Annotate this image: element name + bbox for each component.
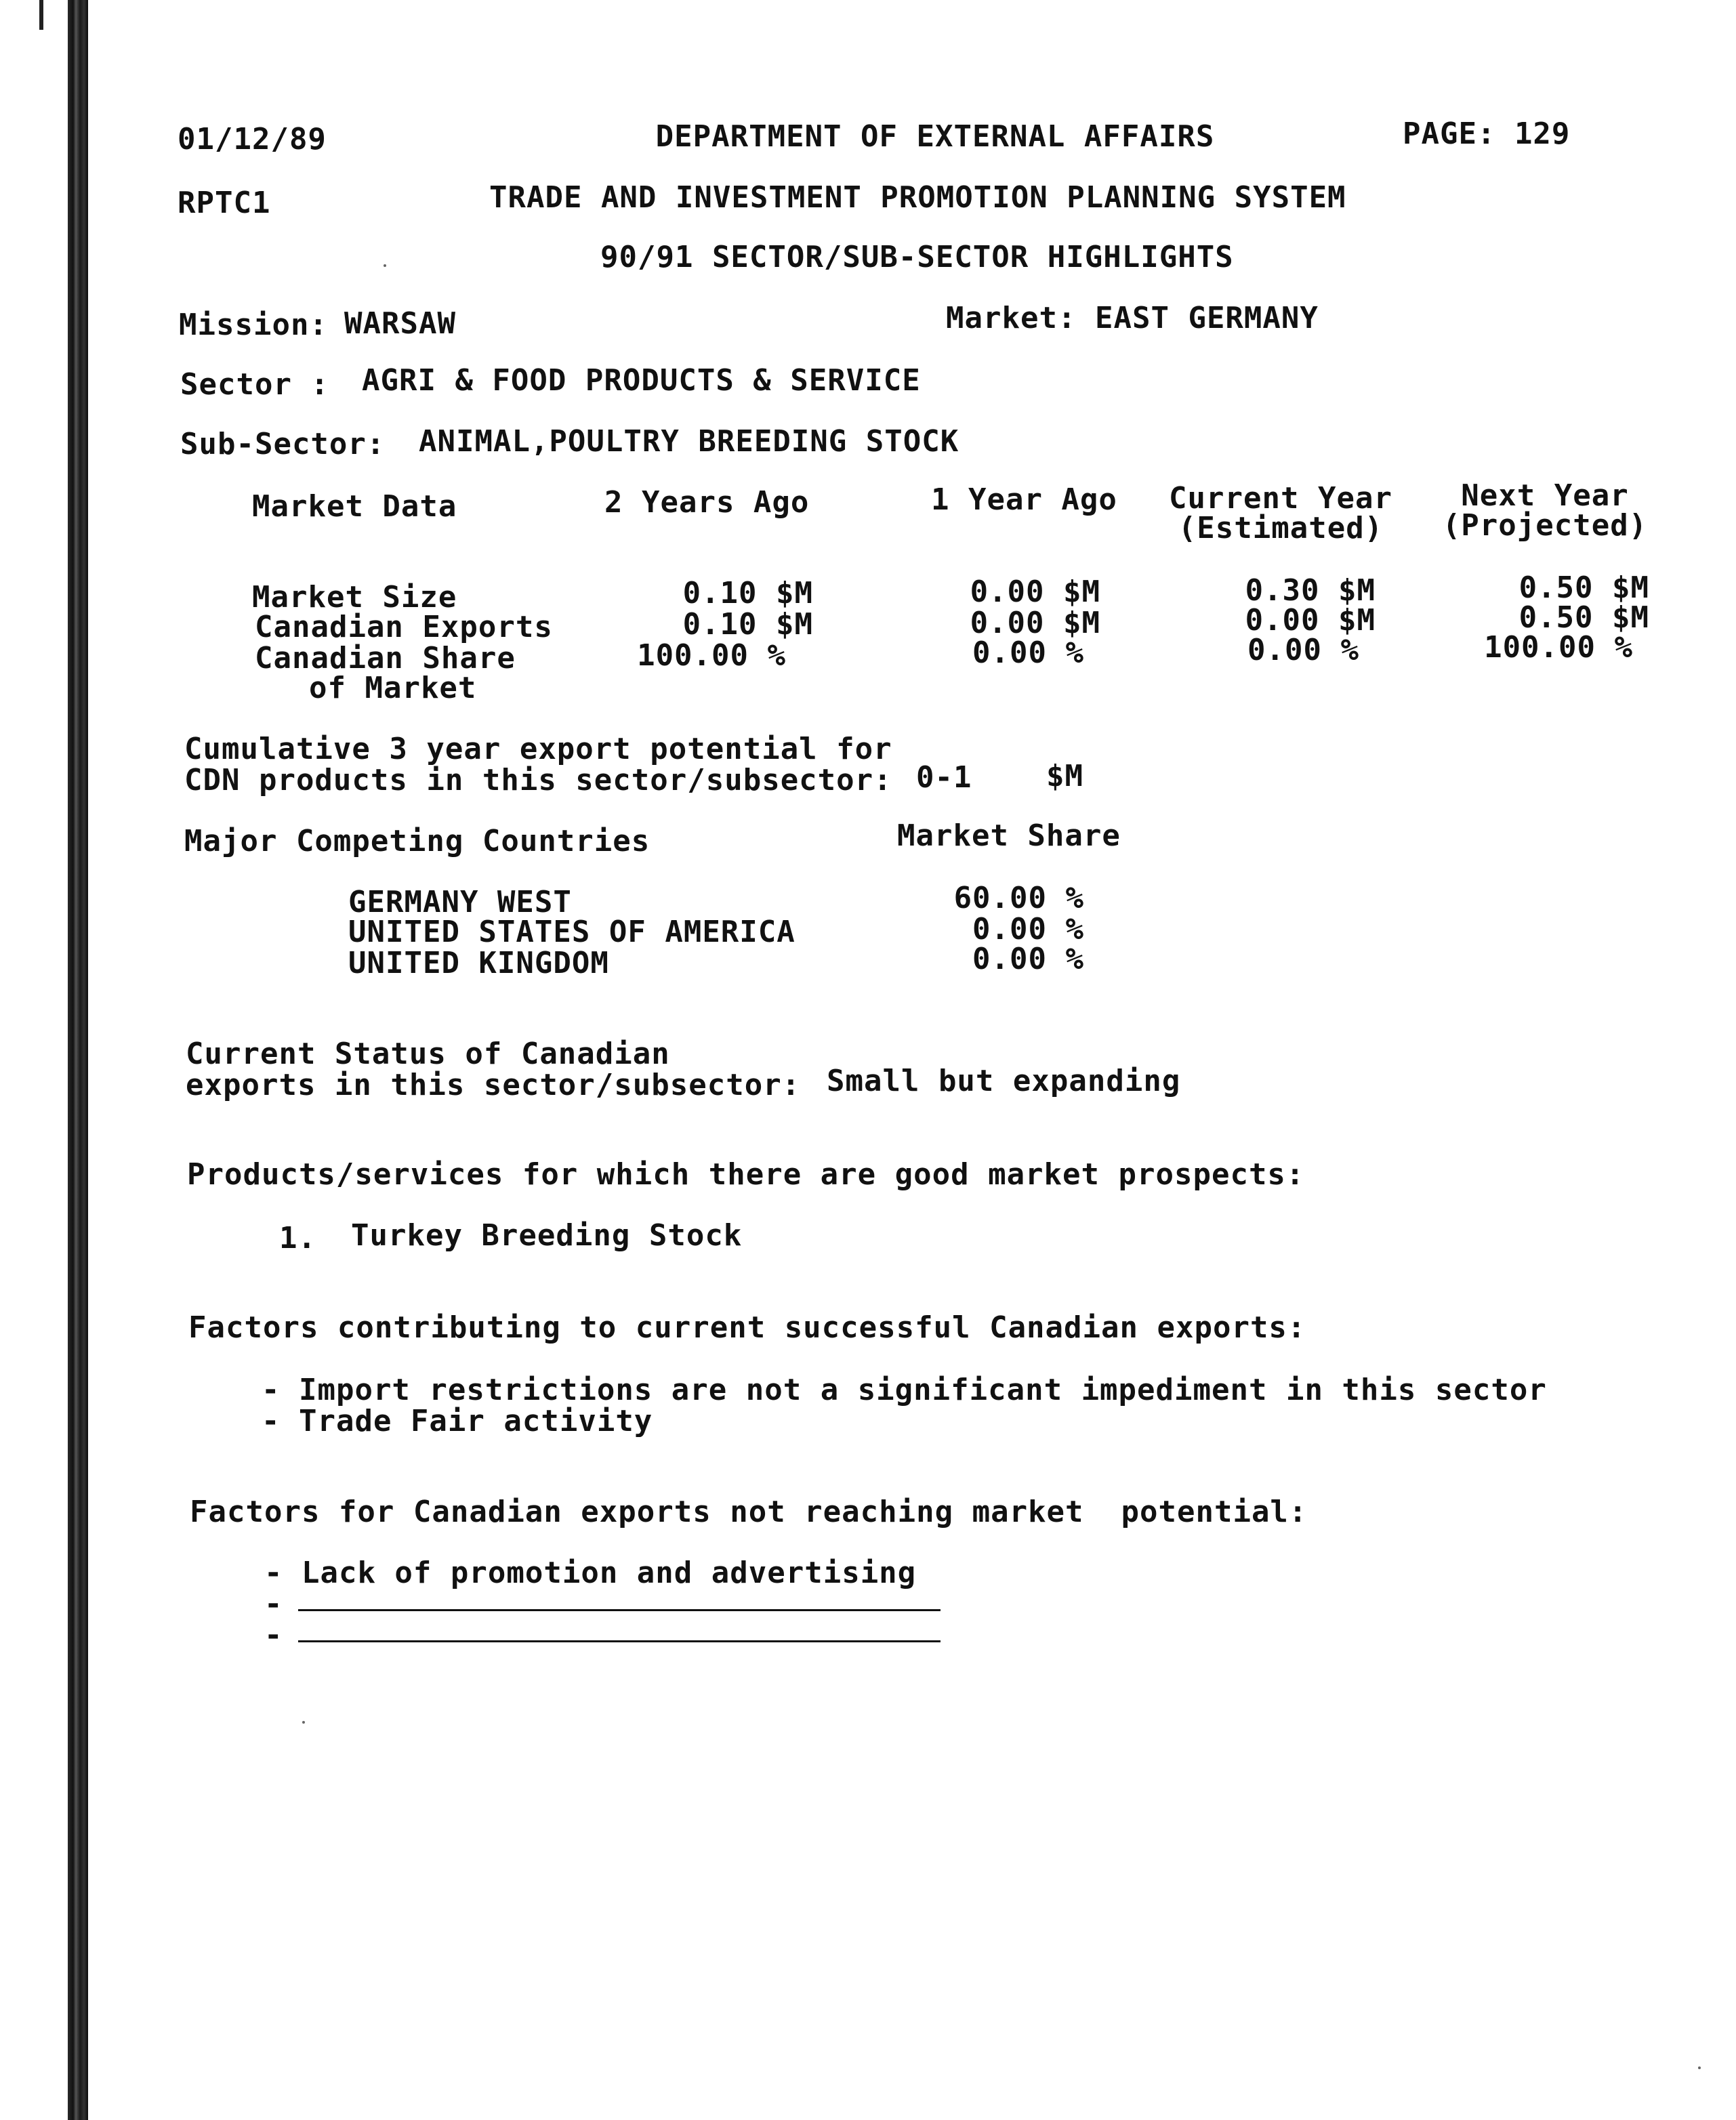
market-label: Market: (946, 301, 1077, 335)
status-value: Small but expanding (827, 1064, 1181, 1098)
blank-factor-dash-1: - (264, 1587, 283, 1621)
page-number: PAGE: 129 (1403, 117, 1571, 151)
subsector-value: ANIMAL,POULTRY BREEDING STOCK (419, 424, 959, 459)
blank-factor-line-1 (298, 1609, 941, 1611)
cell-market-size-2y: 0.10 $M (682, 576, 813, 610)
cell-exports-1y: 0.00 $M (970, 606, 1100, 640)
competitor-country-1: GERMANY WEST (348, 885, 572, 919)
report-date: 01/12/89 (178, 122, 327, 157)
blank-factor-line-2 (298, 1640, 941, 1642)
export-potential-value: 0-1 (916, 760, 972, 795)
cell-share-cy: 0.00 % (1247, 633, 1359, 667)
system-title: TRADE AND INVESTMENT PROMOTION PLANNING SYSTEM (489, 180, 1346, 215)
cell-exports-cy: 0.00 $M (1245, 603, 1376, 638)
cell-share-2y: 100.00 % (637, 638, 786, 673)
col-1-year-ago-header: 1 Year Ago (931, 482, 1117, 517)
binding-mark (39, 0, 43, 30)
competitor-share-1: 60.00 % (953, 881, 1084, 915)
cell-market-size-ny: 0.50 $M (1518, 570, 1649, 605)
col-current-year-subheader: (Estimated) (1178, 511, 1384, 545)
scan-speck (1698, 2066, 1701, 2069)
competitors-header: Major Competing Countries (184, 824, 650, 858)
success-factor-2: - Trade Fair activity (262, 1404, 653, 1438)
cell-share-ny: 100.00 % (1484, 630, 1633, 665)
prospects-header: Products/services for which there are good market prospects: (187, 1157, 1305, 1192)
cell-market-size-cy: 0.30 $M (1245, 573, 1376, 608)
subsector-label: Sub-Sector: (180, 427, 386, 461)
report-title: 90/91 SECTOR/SUB-SECTOR HIGHLIGHTS (600, 240, 1234, 274)
failure-factors-header: Factors for Canadian exports not reaching market potential: (190, 1495, 1308, 1529)
cell-exports-ny: 0.50 $M (1518, 600, 1649, 635)
prospect-item-1: Turkey Breeding Stock (351, 1218, 743, 1253)
success-factor-1: - Import restrictions are not a significant impediment in this sector (262, 1373, 1547, 1407)
export-potential-line1: Cumulative 3 year export potential for (184, 732, 892, 766)
col-next-year-header: Next Year (1461, 478, 1629, 513)
scan-speck (302, 1721, 305, 1724)
row-label-canadian-share-cont: of Market (309, 671, 477, 705)
export-potential-unit: $M (1046, 759, 1083, 793)
report-id: RPTC1 (178, 186, 271, 220)
col-2-years-ago-header: 2 Years Ago (604, 485, 810, 520)
success-factors-header: Factors contributing to current successful Canadian exports: (188, 1310, 1306, 1345)
binding-edge (68, 0, 88, 2120)
competitor-share-2: 0.00 % (972, 912, 1084, 947)
market-share-header: Market Share (897, 818, 1121, 853)
competitor-share-3: 0.00 % (972, 942, 1084, 976)
cell-exports-2y: 0.10 $M (682, 607, 813, 642)
row-label-canadian-exports: Canadian Exports (255, 610, 553, 644)
col-current-year-header: Current Year (1169, 481, 1392, 516)
mission-value: WARSAW (344, 306, 456, 341)
competitor-country-3: UNITED KINGDOM (348, 946, 609, 980)
market-data-header: Market Data (252, 489, 457, 524)
market-value: EAST GERMANY (1095, 301, 1319, 335)
cell-market-size-1y: 0.00 $M (970, 575, 1100, 609)
cell-share-1y: 0.00 % (972, 636, 1084, 670)
sector-value: AGRI & FOOD PRODUCTS & SERVICE (362, 363, 921, 398)
row-label-market-size: Market Size (252, 580, 457, 615)
competitor-country-2: UNITED STATES OF AMERICA (348, 915, 795, 949)
row-label-canadian-share: Canadian Share (255, 641, 516, 676)
status-line1: Current Status of Canadian (186, 1037, 670, 1071)
sector-label: Sector : (180, 367, 329, 402)
export-potential-line2: CDN products in this sector/subsector: (184, 763, 892, 797)
col-next-year-subheader: (Projected) (1442, 508, 1648, 543)
department-title: DEPARTMENT OF EXTERNAL AFFAIRS (655, 119, 1215, 154)
status-line2: exports in this sector/subsector: (186, 1068, 801, 1102)
blank-factor-dash-2: - (264, 1618, 283, 1653)
mission-label: Mission: (179, 308, 328, 342)
prospect-number-1: 1. (279, 1221, 316, 1255)
failure-factor-1: - Lack of promotion and advertising (264, 1556, 917, 1590)
scan-speck (384, 264, 386, 267)
